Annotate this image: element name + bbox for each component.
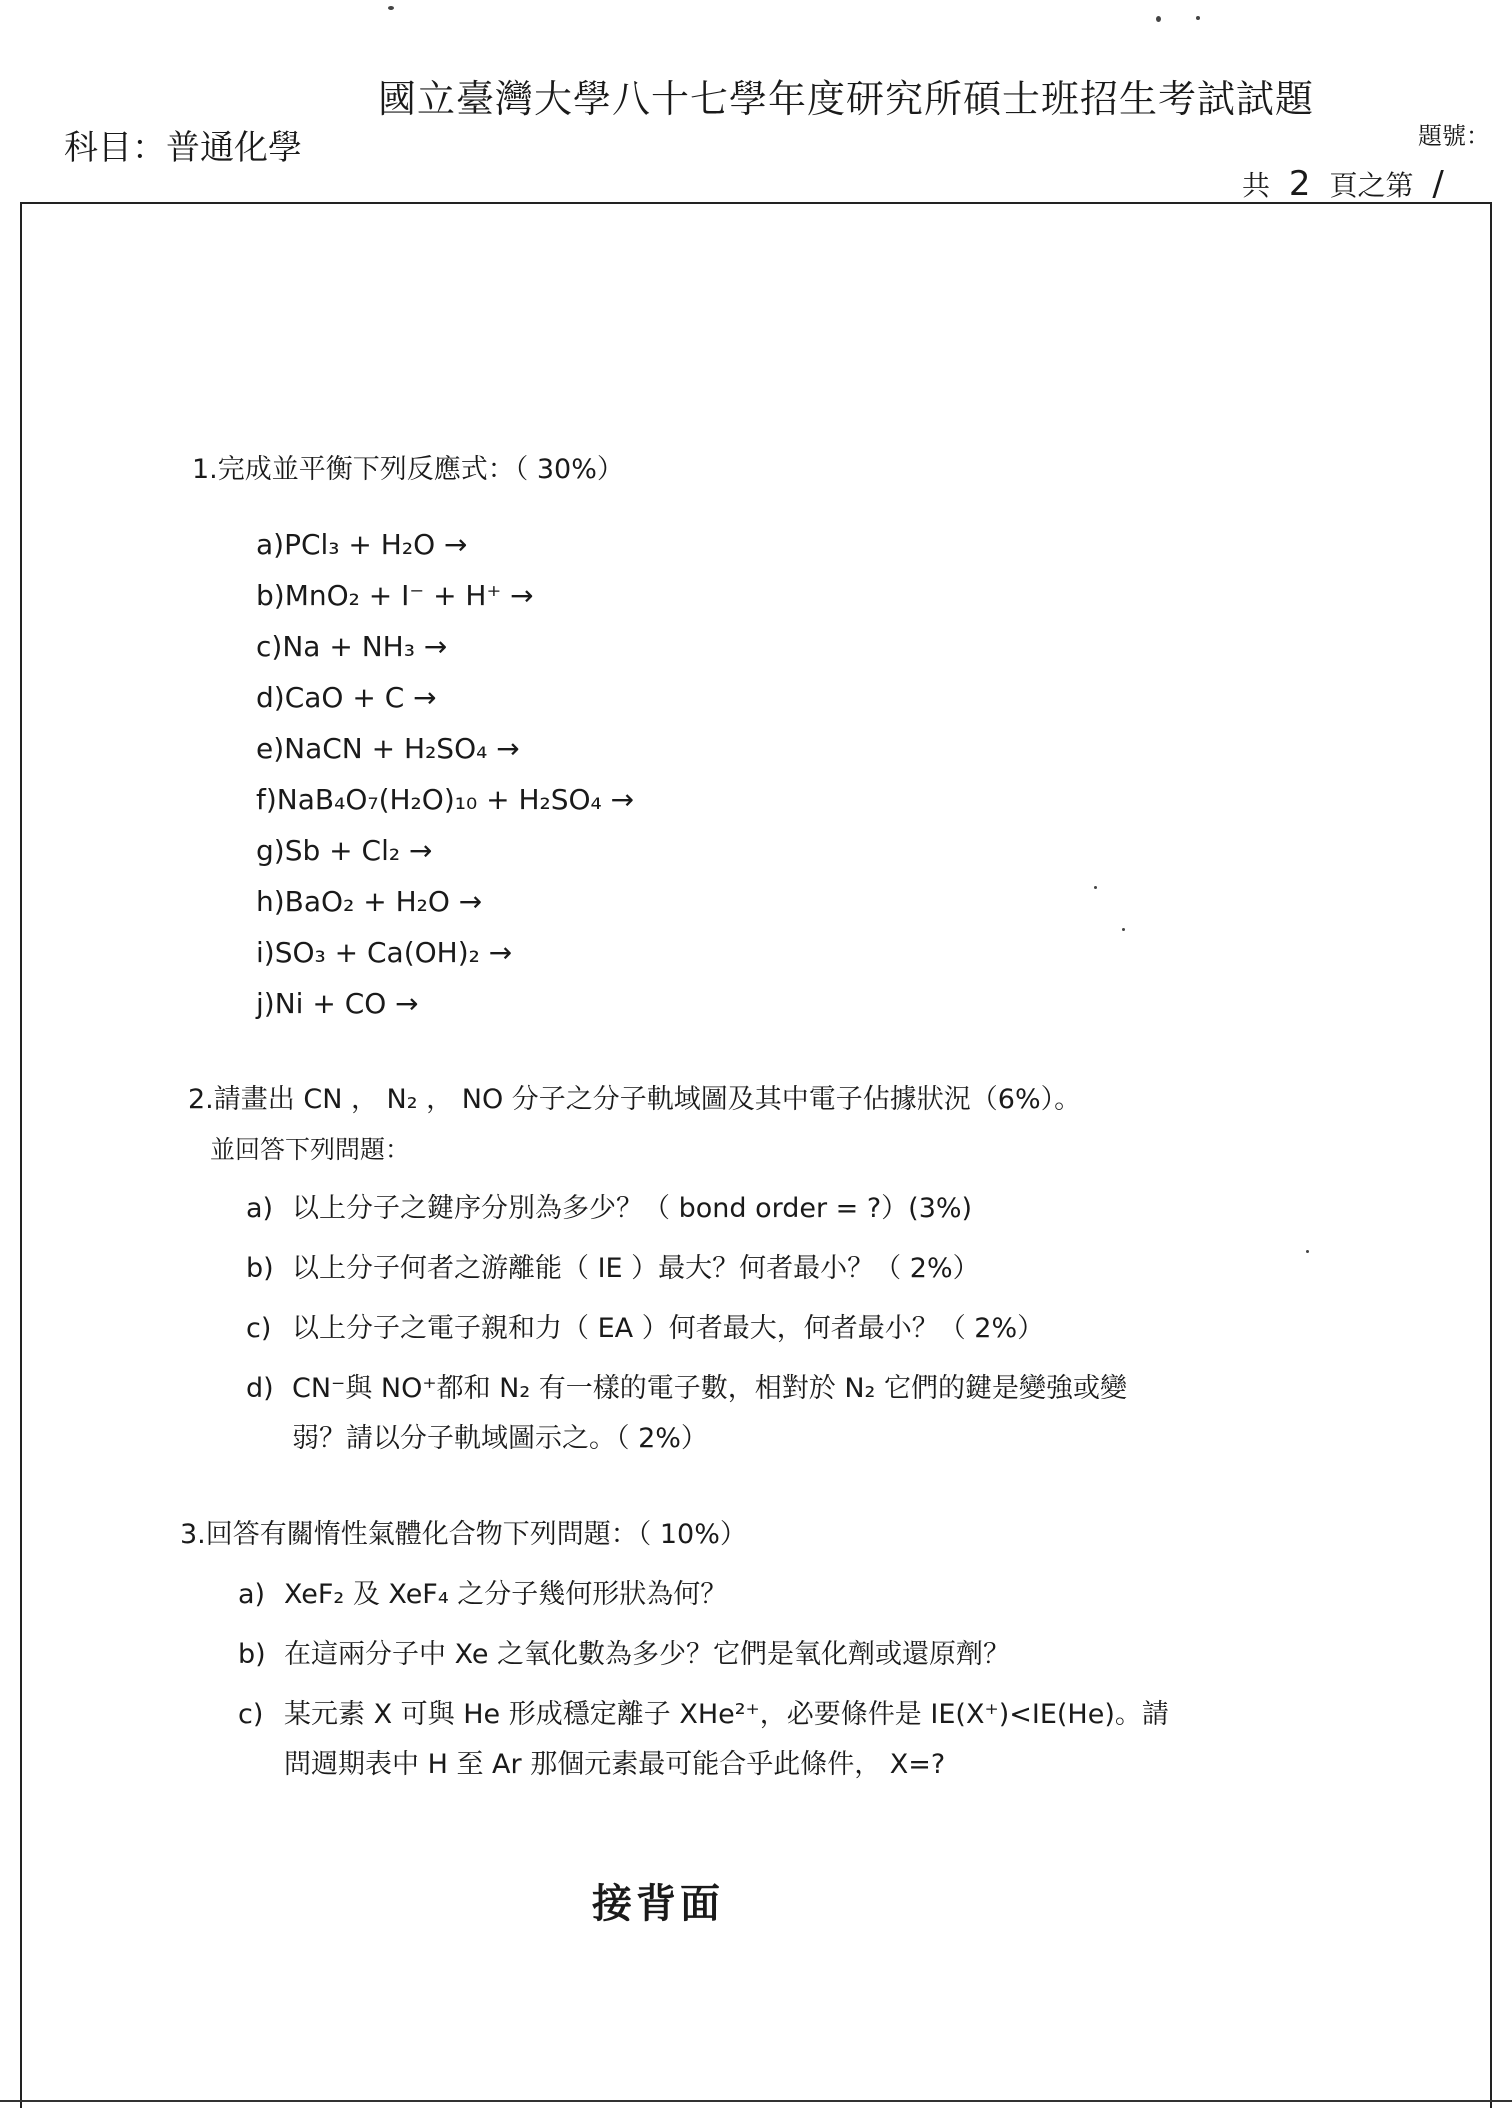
exam-title: 國立臺灣大學八十七學年度研究所碩士班招生考試試題 xyxy=(378,77,1315,121)
item-label: b) xyxy=(246,1253,274,1284)
continue-on-back: 接背面 xyxy=(592,1880,724,1927)
item-text: MnO₂ + I⁻ + H⁺ → xyxy=(284,579,534,612)
q1-item-c xyxy=(256,630,447,663)
scan-speck xyxy=(388,6,394,10)
scan-speck xyxy=(1122,928,1125,931)
item-label: e) xyxy=(256,732,285,765)
item-text: 以上分子之鍵序分別為多少？（ bond order = ?）(3%) xyxy=(292,1193,973,1224)
item-text: 以上分子之電子親和力（ EA ）何者最大，何者最小？（ 2%） xyxy=(292,1313,1045,1344)
item-text: Na + NH₃ → xyxy=(282,630,448,663)
item-label: a) xyxy=(246,1193,274,1224)
item-text: Sb + Cl₂ → xyxy=(284,834,433,867)
q2-sub-stem: 並回答下列問題： xyxy=(210,1135,411,1164)
q1-item-i xyxy=(256,936,512,969)
item-label: h) xyxy=(256,885,285,918)
item-label: b) xyxy=(256,579,285,612)
q2-item-c xyxy=(246,1306,1044,1345)
item-text: CN⁻與 NO⁺都和 N₂ 有一樣的電子數，相對於 N₂ 它們的鍵是變強或變 xyxy=(292,1373,1127,1404)
question-number-label: 題號： xyxy=(1418,122,1490,150)
q1-item-b xyxy=(256,579,534,612)
item-label: c) xyxy=(256,630,283,663)
item-label: a) xyxy=(238,1579,266,1610)
q3-stem: 3.回答有關惰性氣體化合物下列問題：（ 10%） xyxy=(180,1519,747,1550)
q1-stem: 1.完成並平衡下列反應式：（ 30%） xyxy=(192,454,624,485)
page-current: / xyxy=(1432,164,1444,204)
subject-label: 科目：普通化學 xyxy=(64,128,302,168)
q3-item-c-cont: 問週期表中 H 至 Ar 那個元素最可能合乎此條件， X=? xyxy=(284,1749,946,1780)
scan-speck xyxy=(1094,886,1097,889)
item-text: 以上分子何者之游離能（ IE ）最大？何者最小？（ 2%） xyxy=(292,1253,980,1284)
page-mid: 頁之第 xyxy=(1329,169,1414,202)
item-text: NaB₄O₇(H₂O)₁₀ + H₂SO₄ → xyxy=(276,783,635,816)
item-text: SO₃ + Ca(OH)₂ → xyxy=(274,936,513,969)
page-prefix: 共 xyxy=(1242,169,1271,202)
item-label: g) xyxy=(256,834,285,867)
item-label: a) xyxy=(256,528,285,561)
bottom-border xyxy=(0,2100,1512,2102)
q3-item-b xyxy=(238,1632,1010,1671)
item-label: c) xyxy=(238,1699,264,1730)
item-text: PCl₃ + H₂O → xyxy=(284,528,468,561)
q2-item-d xyxy=(246,1366,1127,1405)
q1-item-d xyxy=(256,681,437,714)
page-info xyxy=(1242,164,1454,204)
q3-item-c xyxy=(238,1692,1169,1731)
page-total: 2 xyxy=(1288,164,1311,204)
item-text: XeF₂ 及 XeF₄ 之分子幾何形狀為何？ xyxy=(284,1579,728,1610)
item-text: CaO + C → xyxy=(284,681,437,714)
q3-item-a xyxy=(238,1572,727,1611)
q2-stem: 2.請畫出 CN ， N₂ ， NO 分子之分子軌域圖及其中電子佔據狀況（6%）。 xyxy=(188,1084,1082,1115)
scan-speck xyxy=(1306,1250,1309,1253)
q1-item-g xyxy=(256,834,432,867)
item-label: c) xyxy=(246,1313,272,1344)
item-text: BaO₂ + H₂O → xyxy=(284,885,483,918)
scan-speck xyxy=(1156,16,1161,22)
item-text: 某元素 X 可與 He 形成穩定離子 XHe²⁺，必要條件是 IE(X⁺)<IE(He)。請 xyxy=(284,1699,1169,1730)
scan-speck xyxy=(1196,16,1200,20)
q1-item-j xyxy=(256,987,419,1020)
item-text: 在這兩分子中 Xe 之氧化數為多少？它們是氧化劑或還原劑？ xyxy=(284,1639,1011,1670)
item-label: i) xyxy=(256,936,275,969)
item-label: d) xyxy=(246,1373,274,1404)
item-label: f) xyxy=(256,783,277,816)
q1-item-a xyxy=(256,528,467,561)
item-label: j) xyxy=(256,987,275,1020)
q2-item-b xyxy=(246,1246,980,1285)
q2-item-a xyxy=(246,1186,972,1225)
q2-item-d-cont: 弱？請以分子軌域圖示之。（ 2%） xyxy=(292,1423,708,1454)
item-text: Ni + CO → xyxy=(274,987,419,1020)
item-text: NaCN + H₂SO₄ → xyxy=(284,732,520,765)
q1-item-f xyxy=(256,783,634,816)
q1-item-h xyxy=(256,885,482,918)
item-label: d) xyxy=(256,681,285,714)
q1-item-e xyxy=(256,732,520,765)
item-label: b) xyxy=(238,1639,266,1670)
